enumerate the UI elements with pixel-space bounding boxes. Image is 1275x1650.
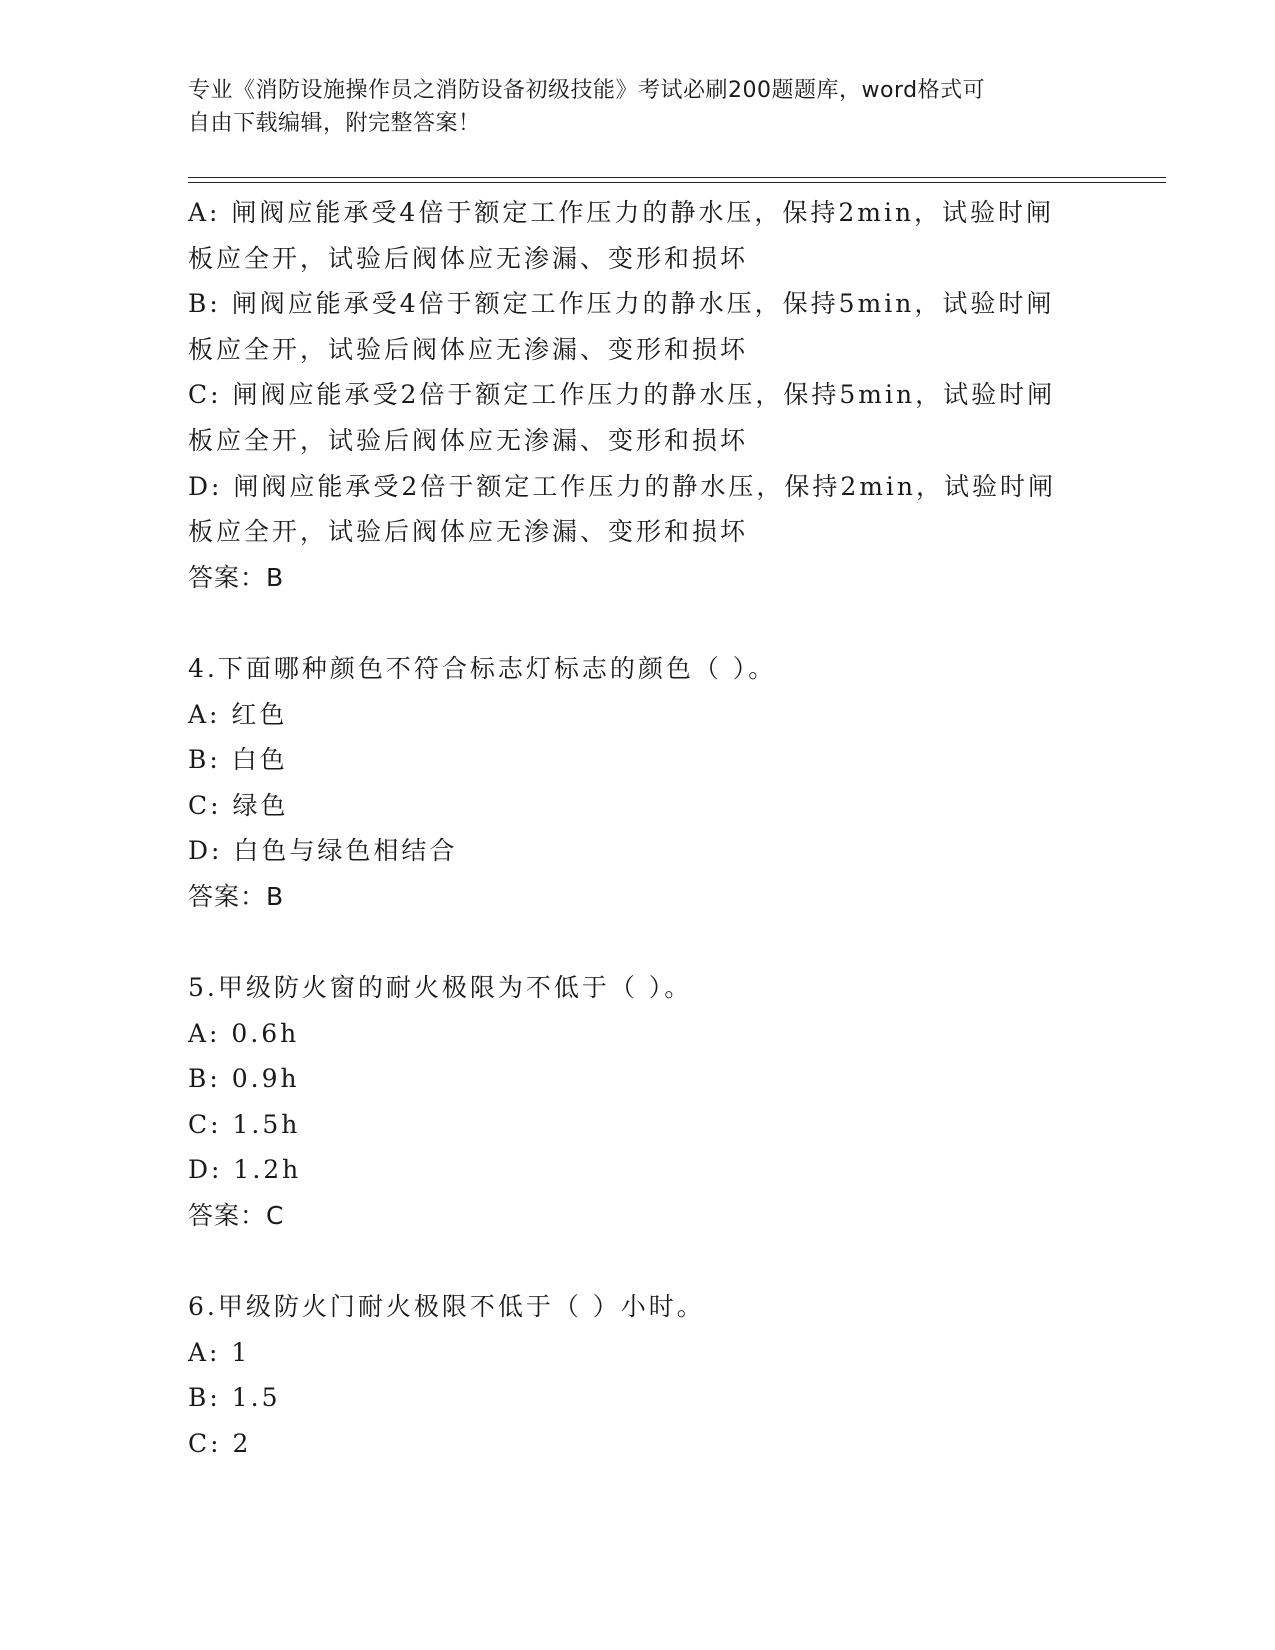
option-c-line-2: 板应全开，试验后阀体应无渗漏、变形和损坏 xyxy=(188,425,749,455)
header-divider-top xyxy=(188,177,1166,178)
question-4 xyxy=(188,646,1088,920)
option-d: D: 白色与绿色相结合 xyxy=(188,836,458,866)
option-d-line-2: 板应全开，试验后阀体应无渗漏、变形和损坏 xyxy=(188,517,749,547)
question-5 xyxy=(188,965,1088,1239)
question-3 xyxy=(188,190,1088,600)
option-b-line-2: 板应全开，试验后阀体应无渗漏、变形和损坏 xyxy=(188,334,749,364)
document-header xyxy=(188,74,1088,140)
option-d: D: 1.2h xyxy=(188,1155,302,1185)
option-a: A: 1 xyxy=(188,1337,251,1367)
question-text: 5.甲级防火窗的耐火极限为不低于（ ）。 xyxy=(188,973,693,1003)
question-text: 4.下面哪种颜色不符合标志灯标志的颜色（ ）。 xyxy=(188,653,777,683)
option-c: C: 1.5h xyxy=(188,1109,301,1139)
option-d-line-1: D: 闸阀应能承受2倍于额定工作压力的静水压，保持2min，试验时闸 xyxy=(188,471,1057,501)
header-title-line-1: 专业《消防设施操作员之消防设备初级技能》考试必刷200题题库，word格式可 xyxy=(188,78,986,103)
option-a: A: 红色 xyxy=(188,699,288,729)
option-a-line-2: 板应全开，试验后阀体应无渗漏、变形和损坏 xyxy=(188,243,749,273)
spacer xyxy=(188,600,1088,646)
option-c: C: 2 xyxy=(188,1429,252,1459)
question-6 xyxy=(188,1284,1088,1466)
answer: 答案：B xyxy=(188,562,285,592)
option-b: B: 0.9h xyxy=(188,1064,300,1094)
spacer xyxy=(188,1239,1088,1285)
option-b: B: 白色 xyxy=(188,745,288,775)
answer: 答案：B xyxy=(188,881,285,911)
question-text: 6.甲级防火门耐火极限不低于（ ）小时。 xyxy=(188,1292,705,1322)
option-c: C: 绿色 xyxy=(188,790,289,820)
header-title-line-2: 自由下载编辑，附完整答案！ xyxy=(188,111,481,136)
spacer xyxy=(188,920,1088,966)
option-b-line-1: B: 闸阀应能承受4倍于额定工作压力的静水压，保持5min，试验时闸 xyxy=(188,289,1055,319)
question-list xyxy=(188,190,1088,1467)
header-divider-bottom xyxy=(188,182,1166,183)
answer: 答案：C xyxy=(188,1201,285,1231)
option-c-line-1: C: 闸阀应能承受2倍于额定工作压力的静水压，保持5min，试验时闸 xyxy=(188,380,1056,410)
option-a: A: 0.6h xyxy=(188,1018,300,1048)
option-b: B: 1.5 xyxy=(188,1383,281,1413)
option-a-line-1: A: 闸阀应能承受4倍于额定工作压力的静水压，保持2min，试验时闸 xyxy=(188,198,1055,227)
